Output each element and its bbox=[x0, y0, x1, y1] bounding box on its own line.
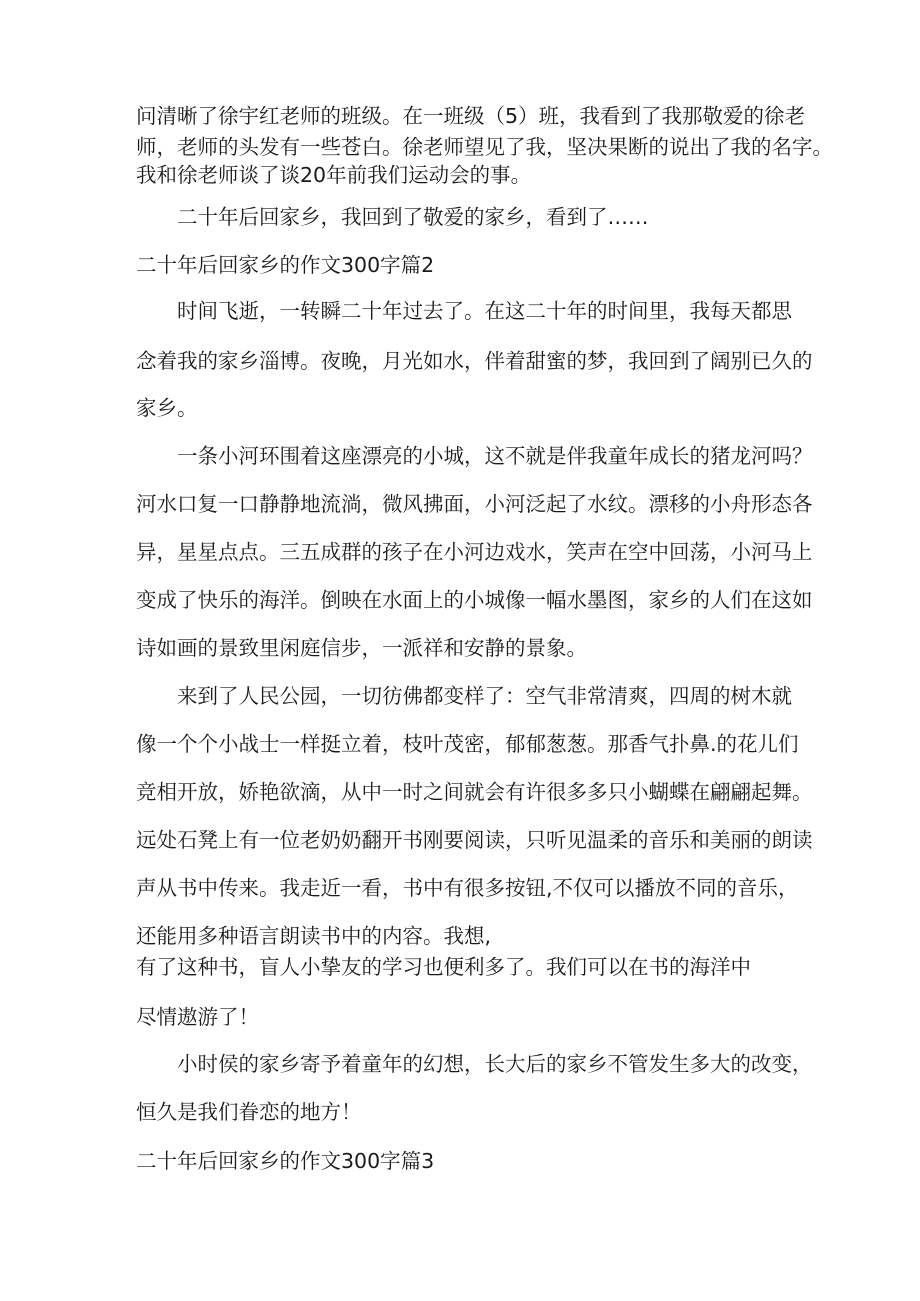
text-line: 念着我的家乡淄博。夜晚，月光如水，伴着甜蜜的梦，我回到了阔别已久的 bbox=[136, 349, 813, 373]
section-heading: 二十年后回家乡的作文300字篇2 bbox=[136, 253, 435, 277]
text-line: 家乡。 bbox=[136, 396, 198, 420]
text-line: 还能用多种语言朗读书中的内容。我想, bbox=[136, 924, 492, 948]
text-line: 声从书中传来。我走近一看，书中有很多按钮,不仅可以播放不同的音乐， bbox=[136, 876, 799, 900]
text-line: 我和徐老师谈了谈20年前我们运动会的事。 bbox=[136, 163, 532, 187]
text-line: 师，老师的头发有一些苍白。徐老师望见了我，坚决果断的说出了我的名字。 bbox=[136, 135, 833, 159]
text-line: 竞相开放，娇艳欲滴，从中一时之间就会有许很多多只小蝴蝶在翩翩起舞。 bbox=[136, 780, 813, 804]
text-line: 问清晰了徐宇红老师的班级。在一班级（5）班，我看到了我那敬爱的徐老 bbox=[136, 104, 806, 128]
text-line: 二十年后回家乡，我回到了敬爱的家乡，看到了…… bbox=[177, 205, 649, 229]
text-line: 远处石凳上有一位老奶奶翻开书刚要阅读，只听见温柔的音乐和美丽的朗读 bbox=[136, 828, 813, 852]
section-heading: 二十年后回家乡的作文300字篇3 bbox=[136, 1149, 435, 1173]
text-line: 像一个个小战士一样挺立着，枝叶茂密，郁郁葱葱。那香气扑鼻.的花儿们 bbox=[136, 732, 799, 756]
text-line: 诗如画的景致里闲庭信步，一派祥和安静的景象。 bbox=[136, 636, 587, 660]
text-line: 小时侯的家乡寄予着童年的幻想，长大后的家乡不管发生多大的改变， bbox=[177, 1052, 813, 1076]
text-line: 尽情遨游了！ bbox=[136, 1005, 259, 1029]
text-line: 河水口复一口静静地流淌，微风拂面，小河泛起了水纹。漂移的小舟形态各 bbox=[136, 492, 813, 516]
text-line: 变成了快乐的海洋。倒映在水面上的小城像一幅水墨图，家乡的人们在这如 bbox=[136, 588, 813, 612]
text-line: 有了这种书，盲人小挚友的学习也便利多了。我们可以在书的海洋中 bbox=[136, 955, 751, 979]
text-line: 来到了人民公园，一切彷佛都变样了：空气非常清爽，四周的树木就 bbox=[177, 684, 792, 708]
text-line: 一条小河环围着这座漂亮的小城，这不就是伴我童年成长的猪龙河吗？ bbox=[177, 444, 813, 468]
text-line: 时间飞逝，一转瞬二十年过去了。在这二十年的时间里，我每天都思 bbox=[177, 299, 792, 323]
text-line: 恒久是我们眷恋的地方！ bbox=[136, 1100, 362, 1124]
text-line: 异，星星点点。三五成群的孩子在小河边戏水，笑声在空中回荡，小河马上 bbox=[136, 540, 813, 564]
